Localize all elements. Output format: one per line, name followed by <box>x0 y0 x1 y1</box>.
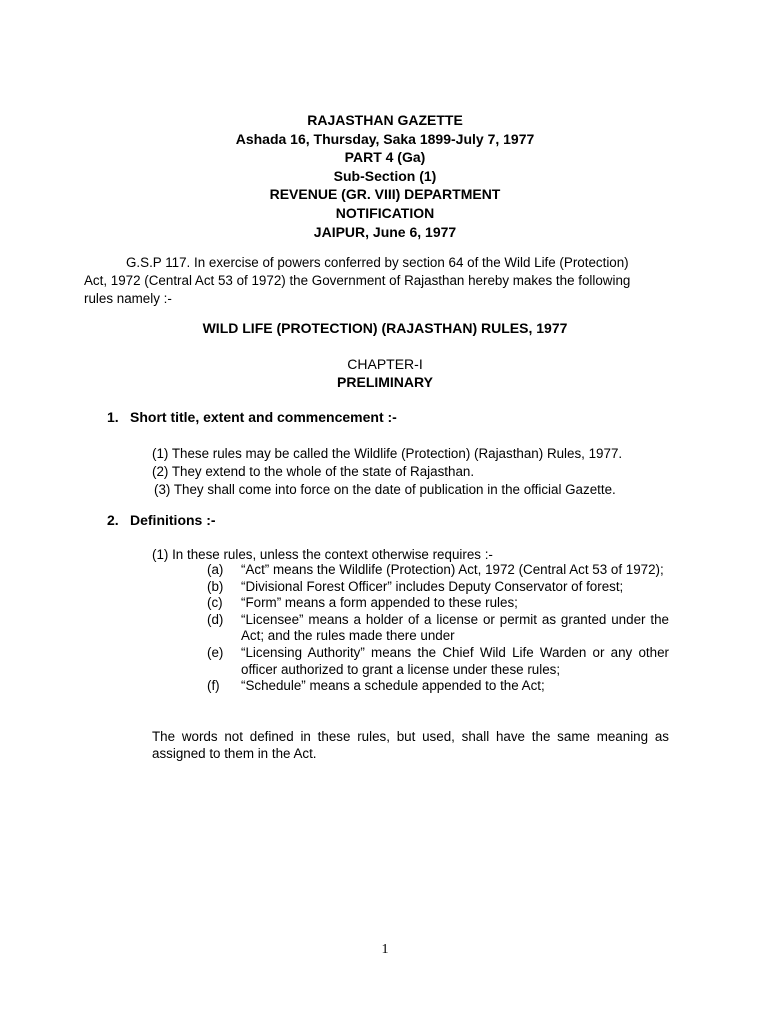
gazette-department: REVENUE (GR. VIII) DEPARTMENT <box>269 186 501 203</box>
intro-line: Act, 1972 (Central Act 53 of 1972) the Government of Rajasthan hereby makes the following <box>84 273 631 288</box>
section-title: Short title, extent and commencement :- <box>130 409 397 425</box>
list-item: (1) These rules may be called the Wildlife (Protection) (Rajasthan) Rules, 1977. <box>152 446 623 461</box>
definitions-intro: (1) In these rules, unless the context otherwise requires :- <box>152 547 493 562</box>
chapter-name: PRELIMINARY <box>337 374 433 391</box>
definition-item <box>207 645 669 678</box>
definition-item <box>207 579 669 596</box>
definition-letter: (b) <box>207 578 224 594</box>
gazette-notification: NOTIFICATION <box>335 204 435 221</box>
section-2-heading <box>107 512 216 528</box>
definitions-list <box>207 562 669 695</box>
section-title: Definitions :- <box>130 512 216 528</box>
definition-text: “Divisional Forest Officer” includes Deputy Conservator of forest; <box>241 578 624 594</box>
intro-line: G.S.P 117. In exercise of powers conferred by section 64 of the Wild Life (Protection) <box>126 255 629 270</box>
gazette-header <box>0 111 770 241</box>
definition-letter: (e) <box>207 644 224 660</box>
gazette-title: RAJASTHAN GAZETTE <box>307 112 463 128</box>
chapter-heading <box>0 355 770 392</box>
definition-item <box>207 595 669 612</box>
definition-text: “Act” means the Wildlife (Protection) Act, 1972 (Central Act 53 of 1972); <box>241 562 664 577</box>
page-number: 1 <box>381 942 389 957</box>
definition-letter: (d) <box>207 611 224 627</box>
section-number: 2. <box>107 512 119 528</box>
section-number: 1. <box>107 409 119 425</box>
gazette-date: Ashada 16, Thursday, Saka 1899-July 7, 1977 <box>235 130 535 147</box>
closing-paragraph: The words not defined in these rules, but used, shall have the same meaning as assigned to them in the Act. <box>152 729 669 761</box>
intro-paragraph <box>84 254 658 308</box>
definition-item <box>207 612 669 645</box>
gazette-place-date: JAIPUR, June 6, 1977 <box>313 223 457 240</box>
rules-title: WILD LIFE (PROTECTION) (RAJASTHAN) RULES, 1977 <box>202 320 568 336</box>
definition-text: “Licensing Authority” means the Chief Wild Life Warden or any other officer authorized to grant a license under these rules; <box>241 644 669 677</box>
definition-item <box>207 678 669 695</box>
chapter-number: CHAPTER-I <box>347 356 423 372</box>
gazette-subsection: Sub-Section (1) <box>333 167 437 184</box>
list-item: (2) They extend to the whole of the state of Rajasthan. <box>152 464 475 480</box>
definition-letter: (a) <box>207 562 224 577</box>
section-1-heading <box>107 409 397 425</box>
definition-text: “Form” means a form appended to these rules; <box>241 595 518 611</box>
section-1-items <box>152 445 672 500</box>
definition-text: “Schedule” means a schedule appended to the Act; <box>241 678 545 694</box>
gazette-part: PART 4 (Ga) <box>344 149 426 166</box>
intro-line: rules namely :- <box>84 291 172 306</box>
definition-letter: (c) <box>207 595 223 611</box>
definition-letter: (f) <box>207 678 220 694</box>
definition-item <box>207 562 669 579</box>
list-item: (3) They shall come into force on the date of publication in the official Gazette. <box>154 482 616 498</box>
definition-text: “Licensee” means a holder of a license or permit as granted under the Act; and the rules made there under <box>241 611 669 644</box>
